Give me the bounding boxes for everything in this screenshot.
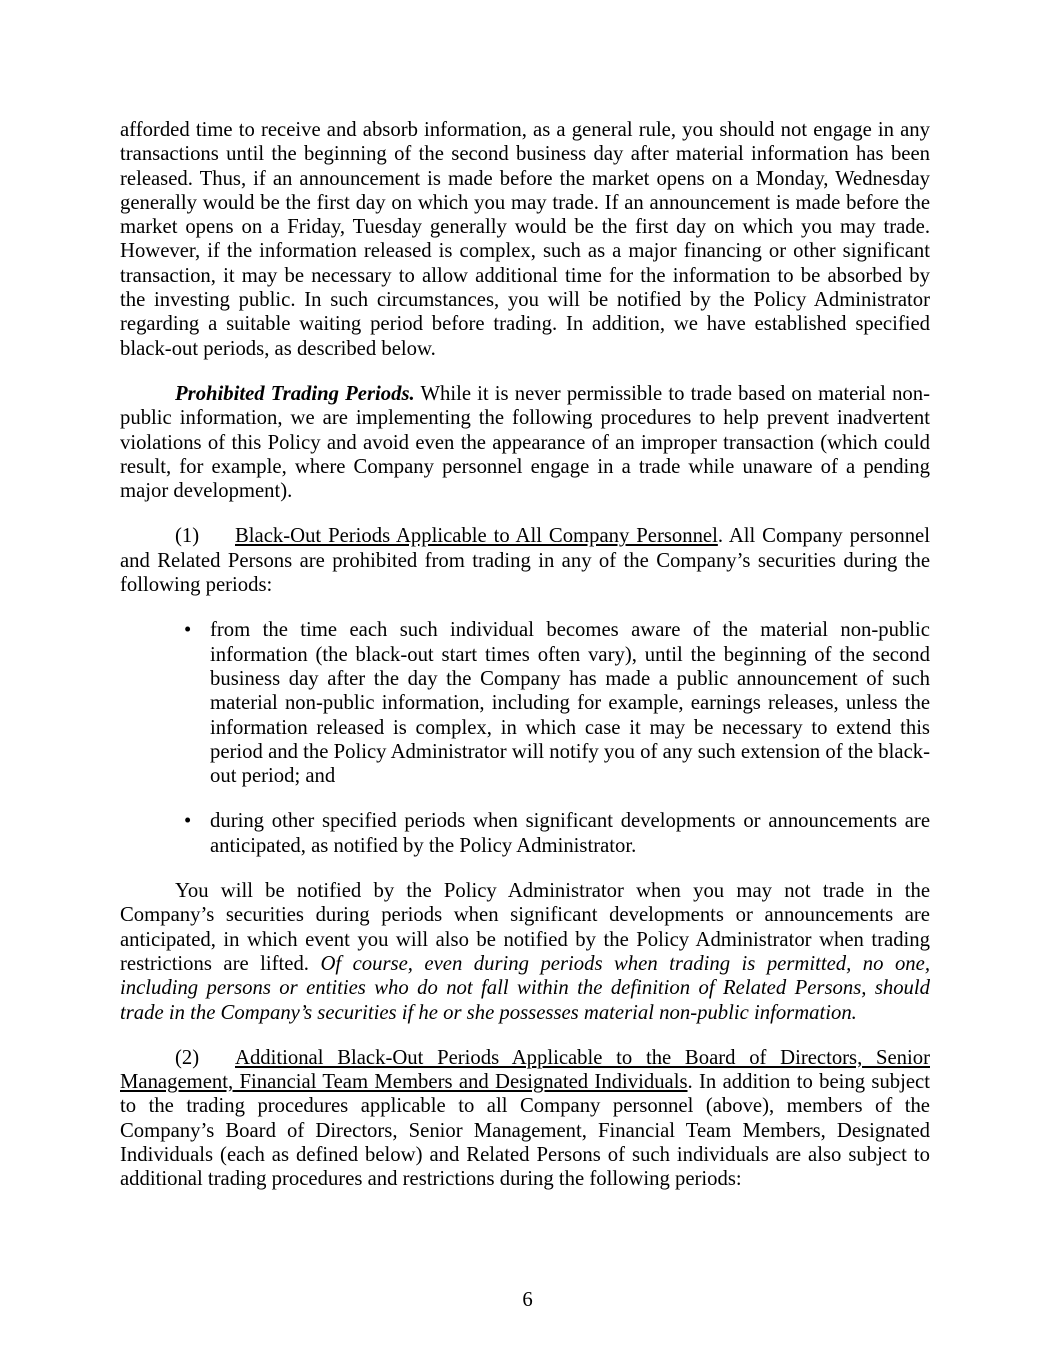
prohibited-trading-periods-text: While it is never permissible to trade based on material non-public information, we are implementing the following procedures to help prevent inadvertent violations of this Policy and avoid even the appearance of an improper transaction (which could result, for example, where Company personnel engage in a trade while unaware of a pending major development). — [120, 382, 931, 503]
section-2-paragraph — [120, 1046, 930, 1192]
bullet-item — [184, 618, 930, 788]
section-1-number: (1) — [175, 525, 200, 548]
section-1-text: . All Company personnel and Related Persons are prohibited from trading in any of the Company’s securities during the following periods: — [120, 525, 930, 597]
bullet-item-text: from the time each such individual becomes aware of the material non-public information (the black-out start times often vary), until the beginning of the second business day after the day the Company has made a public announcement of such material non-public information, including for example, earnings releases, unless the information released is complex, in which case it may be necessary to extend this period and the Policy Administrator will notify you of any such extension of the black-out period; and — [210, 619, 930, 788]
document-body — [120, 118, 930, 1213]
paragraph-continuation — [120, 118, 930, 361]
page-number: 6 — [522, 1289, 533, 1311]
section-1-paragraph — [120, 524, 930, 597]
notification-italic-text: Of course, even during periods when trading is permitted, no one, including persons or entities who do not fall within the definition of Related Persons, should trade in the Company’s securities if he or she possesses material non-public information. — [120, 952, 930, 1024]
section-2-heading: Additional Black-Out Periods Applicable to the Board of Directors, Senior Management, Financial Team Members and Designated Individuals — [120, 1046, 930, 1094]
section-2-number: (2) — [175, 1046, 200, 1069]
bullet-item-text: during other specified periods when significant developments or announcements are anticipated, as notified by the Policy Administrator. — [210, 810, 930, 857]
paragraph-prohibited-trading-periods — [120, 382, 930, 503]
blackout-bullet-list — [120, 618, 930, 858]
paragraph-continuation-text: afforded time to receive and absorb information, as a general rule, you should not engage in any transactions until the beginning of the second business day after material information has been released. Thus, if an announcement is made before the market opens on a Monday, Wednesday generally would be the first day on which you may trade. If an announcement is made before the market opens on a Friday, Tuesday generally would be the first day on which you may trade. However, if the information released is complex, such as a major financing or other significant transaction, it may be necessary to allow additional time for the information to be absorbed by the investing public. In such circumstances, you will be notified by the Policy Administrator regarding a suitable waiting period before trading. In addition, we have established specified black-out periods, as described below. — [120, 119, 930, 360]
prohibited-trading-periods-heading: Prohibited Trading Periods. — [175, 382, 415, 405]
section-1-heading: Black-Out Periods Applicable to All Company Personnel — [235, 525, 718, 548]
bullet-icon: • — [184, 810, 192, 833]
paragraph-notification — [120, 879, 930, 1025]
bullet-item — [184, 809, 930, 858]
bullet-icon: • — [184, 619, 192, 642]
notification-text: You will be notified by the Policy Administrator when you may not trade in the Company’s securities during periods when significant developments or announcements are anticipated, in which event you will also be notified by the Policy Administrator when trading restrictions are lifted. — [120, 880, 930, 975]
section-2-text: . In addition to being subject to the trading procedures applicable to all Company personnel (above), members of the Company’s Board of Directors, Senior Management, Financial Team Members, Designated Individuals (each as defined below) and Related Persons of such individuals are also subject to additional trading procedures and restrictions during the following periods: — [120, 1071, 930, 1191]
